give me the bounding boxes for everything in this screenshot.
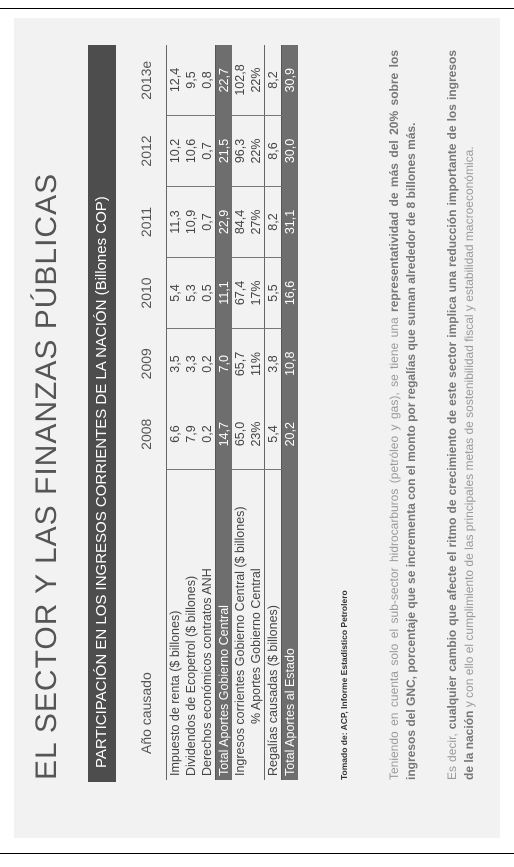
table-row-total xyxy=(282,45,299,780)
cell: 8,6 xyxy=(265,116,282,187)
table-header-row xyxy=(126,45,167,780)
paragraph-2-tail: y con ello el cumplimiento de las principales metas de sostenibilidad fiscal y estabilidad macroeconómica. xyxy=(462,146,476,711)
table-row xyxy=(183,45,199,780)
cell: 0,5 xyxy=(199,258,216,329)
cell: 3,5 xyxy=(167,329,184,400)
cell: 10,2 xyxy=(167,116,184,187)
cell: 11% xyxy=(249,351,263,377)
table-source: Tomado de: ACP, Informe Estadístico Petrolero xyxy=(339,590,349,780)
paragraph-2-bold: cualquier cambio que afecte el ritmo de crecimiento de este sector implica una reducción importante de los ingresos de la nación xyxy=(445,50,476,780)
cell: 102,8 xyxy=(232,45,248,116)
cell: 7,9 xyxy=(183,399,199,470)
cell: 6,6 xyxy=(167,399,184,470)
cell: 22% xyxy=(248,45,265,116)
cell: 10,6 xyxy=(183,116,199,187)
cell: 11,3 xyxy=(167,187,184,258)
cell: 0,7 xyxy=(199,187,216,258)
cell: 65,7 xyxy=(233,351,247,377)
page-top-rule xyxy=(0,8,514,9)
table-row xyxy=(199,45,216,780)
cell: 14,7 xyxy=(216,399,233,470)
cell: 8,2 xyxy=(265,45,282,116)
cell: 96,3 xyxy=(232,116,248,187)
row-label: Dividendos de Ecopetrol ($ billones) xyxy=(184,575,198,776)
cell: 9,5 xyxy=(183,45,199,116)
row-label: Ingresos corrientes Gobierno Central ($ billones) xyxy=(233,506,247,776)
cell: 31,1 xyxy=(282,187,299,258)
paragraph-1-lead: Teniendo en cuenta solo el sub-sector hidrocarburos (petróleo y gas), se tiene una xyxy=(387,311,401,780)
cell: 84,4 xyxy=(232,187,248,258)
page-title: EL SECTOR Y LAS FINANZAS PÚBLICAS xyxy=(30,172,63,780)
cell: 10,8 xyxy=(282,329,299,400)
cell: 20,2 xyxy=(282,399,299,470)
revenue-table xyxy=(126,45,298,780)
paragraph-2-lead: Es decir, xyxy=(445,729,459,780)
row-label: Total Aportes al Estado xyxy=(282,470,299,781)
paragraph-1 xyxy=(386,50,420,780)
cell: 10,9 xyxy=(183,187,199,258)
cell: 22,7 xyxy=(216,45,233,116)
year-label: Año causado xyxy=(138,672,154,754)
table-row xyxy=(248,45,265,780)
cell: 22,9 xyxy=(216,187,233,258)
cell: 11,1 xyxy=(216,258,233,329)
slide xyxy=(14,18,500,838)
cell: 23% xyxy=(248,399,265,470)
page-bottom-rule xyxy=(0,853,514,854)
cell: 3,8 xyxy=(265,329,282,400)
table-row-total xyxy=(216,45,233,780)
cell: 16,6 xyxy=(282,258,299,329)
cell: 8,2 xyxy=(265,187,282,258)
cell: 22% xyxy=(248,116,265,187)
cell: 0,7 xyxy=(199,116,216,187)
cell: 5,5 xyxy=(265,258,282,329)
year-header: 2011 xyxy=(138,206,154,238)
cell: 0,8 xyxy=(199,45,216,116)
row-label: % Aportes Gobierno Central xyxy=(249,568,263,724)
table-row xyxy=(232,45,248,780)
year-header: 2010 xyxy=(138,277,154,309)
cell: 0,2 xyxy=(199,399,216,470)
cell: 67,4 xyxy=(232,258,248,329)
year-header: 2013e xyxy=(138,60,154,100)
table-heading: PARTICIPACIÓN EN LOS INGRESOS CORRIENTES DE LA NACIÓN (Billones COP) xyxy=(88,45,116,782)
cell: 21,5 xyxy=(216,116,233,187)
cell: 65,0 xyxy=(232,399,248,470)
row-label: Derechos económicos contratos ANH xyxy=(200,568,214,776)
cell: 30,9 xyxy=(282,45,299,116)
cell: 27% xyxy=(248,187,265,258)
paragraph-2 xyxy=(444,50,478,780)
row-label: Impuesto de renta ($ billones) xyxy=(167,470,184,781)
cell: 7,0 xyxy=(216,329,233,400)
year-header: 2008 xyxy=(138,418,154,450)
cell: 17% xyxy=(248,258,265,329)
cell: 5,4 xyxy=(265,399,282,470)
year-header: 2012 xyxy=(138,135,154,167)
row-label: Total Aportes Gobierno Central xyxy=(216,470,233,781)
table-row xyxy=(265,45,282,780)
paragraph-1-bold: representatividad de más del 20% sobre los ingresos del GNC, porcentaje que se incrementa con el monto por regalías que suman alrededor de 8 billones más. xyxy=(387,50,418,780)
year-header: 2009 xyxy=(138,348,154,380)
table-row xyxy=(167,45,184,780)
cell: 5,4 xyxy=(167,258,184,329)
cell: 12,4 xyxy=(167,45,184,116)
cell: 30,0 xyxy=(282,116,299,187)
cell: 0,2 xyxy=(200,355,214,373)
cell: 3,3 xyxy=(184,355,198,373)
row-label: Regalías causadas ($ billones) xyxy=(265,470,282,781)
cell: 5,3 xyxy=(183,258,199,329)
